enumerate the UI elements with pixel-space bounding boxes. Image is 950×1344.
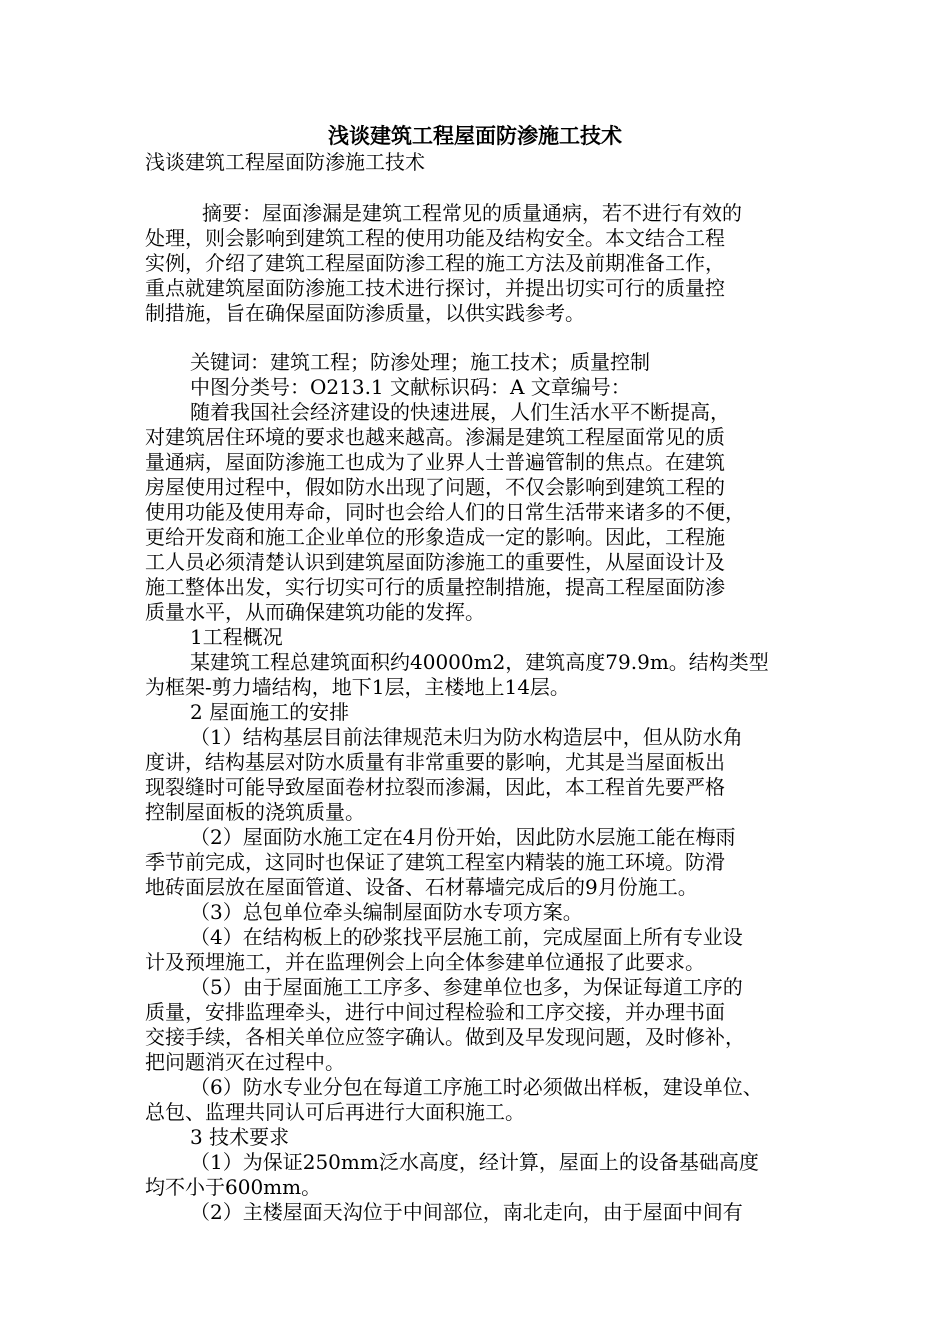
body-line: 质量，安排监理牵头，进行中间过程检验和工序交接，并办理书面 bbox=[145, 1000, 725, 1024]
body-line: （2）屋面防水施工定在4月份开始，因此防水层施工能在梅雨 bbox=[190, 825, 736, 849]
keywords-line: 关键词：建筑工程；防渗处理；施工技术；质量控制 bbox=[190, 350, 650, 374]
body-line: （1）结构基层目前法律规范未归为防水构造层中，但从防水角 bbox=[190, 725, 743, 749]
body-line: 量通病，屋面防渗施工也成为了业界人士普遍管制的焦点。在建筑 bbox=[145, 450, 725, 474]
body-line: 随着我国社会经济建设的快速进展，人们生活水平不断提高， bbox=[190, 400, 730, 424]
body-line: 交接手续，各相关单位应签字确认。做到及早发现问题，及时修补， bbox=[145, 1025, 745, 1049]
section-heading: 1工程概况 bbox=[190, 625, 283, 649]
body-line: （5）由于屋面施工工序多、参建单位也多，为保证每道工序的 bbox=[190, 975, 743, 999]
body-line: 控制屋面板的浇筑质量。 bbox=[145, 800, 365, 824]
abstract-line: 制措施，旨在确保屋面防渗质量，以供实践参考。 bbox=[145, 301, 585, 325]
abstract-line: 摘要：屋面渗漏是建筑工程常见的质量通病，若不进行有效的 bbox=[202, 201, 742, 225]
abstract-line: 处理，则会影响到建筑工程的使用功能及结构安全。本文结合工程 bbox=[145, 226, 725, 250]
body-line: 工人员必须清楚认识到建筑屋面防渗施工的重要性，从屋面设计及 bbox=[145, 550, 725, 574]
body-line: 对建筑居住环境的要求也越来越高。渗漏是建筑工程屋面常见的质 bbox=[145, 425, 725, 449]
body-line: 计及预埋施工，并在监理例会上向全体参建单位通报了此要求。 bbox=[145, 950, 705, 974]
body-line: （2）主楼屋面天沟位于中间部位，南北走向，由于屋面中间有 bbox=[190, 1200, 743, 1224]
abstract-line: 重点就建筑屋面防渗施工技术进行探讨，并提出切实可行的质量控 bbox=[145, 276, 725, 300]
subtitle-line: 浅谈建筑工程屋面防渗施工技术 bbox=[145, 150, 425, 174]
body-line: 质量水平，从而确保建筑功能的发挥。 bbox=[145, 600, 485, 624]
body-line: （6）防水专业分包在每道工序施工时必须做出样板，建设单位、 bbox=[190, 1075, 763, 1099]
document-title: 浅谈建筑工程屋面防渗施工技术 bbox=[328, 123, 622, 148]
body-line: （4）在结构板上的砂浆找平层施工前，完成屋面上所有专业设 bbox=[190, 925, 743, 949]
body-line: 使用功能及使用寿命，同时也会给人们的日常生活带来诸多的不便， bbox=[145, 500, 745, 524]
body-line: 施工整体出发，实行切实可行的质量控制措施，提高工程屋面防渗 bbox=[145, 575, 725, 599]
body-line: 度讲，结构基层对防水质量有非常重要的影响，尤其是当屋面板出 bbox=[145, 750, 725, 774]
body-line: （1）为保证250mm泛水高度，经计算，屋面上的设备基础高度 bbox=[190, 1150, 759, 1174]
body-line: 把问题消灭在过程中。 bbox=[145, 1050, 345, 1074]
body-line: 季节前完成，这同时也保证了建筑工程室内精装的施工环境。防滑 bbox=[145, 850, 725, 874]
body-line: 更给开发商和施工企业单位的形象造成一定的影响。因此，工程施 bbox=[145, 525, 725, 549]
section-heading: 3 技术要求 bbox=[190, 1125, 290, 1149]
body-line: 房屋使用过程中，假如防水出现了问题，不仅会影响到建筑工程的 bbox=[145, 475, 725, 499]
body-line: （3）总包单位牵头编制屋面防水专项方案。 bbox=[190, 900, 583, 924]
body-line: 均不小于600mm。 bbox=[145, 1175, 322, 1199]
body-line: 某建筑工程总建筑面积约40000m2，建筑高度79.9m。结构类型 bbox=[190, 650, 769, 674]
classification-line: 中图分类号：O213.1 文献标识码：A 文章编号： bbox=[190, 375, 631, 399]
body-line: 总包、监理共同认可后再进行大面积施工。 bbox=[145, 1100, 525, 1124]
body-line: 为框架-剪力墙结构，地下1层，主楼地上14层。 bbox=[145, 675, 570, 699]
body-line: 地砖面层放在屋面管道、设备、石材幕墙完成后的9月份施工。 bbox=[145, 875, 698, 899]
abstract-line: 实例，介绍了建筑工程屋面防渗工程的施工方法及前期准备工作， bbox=[145, 251, 725, 275]
section-heading: 2 屋面施工的安排 bbox=[190, 700, 350, 724]
body-line: 现裂缝时可能导致屋面卷材拉裂而渗漏，因此，本工程首先要严格 bbox=[145, 775, 725, 799]
